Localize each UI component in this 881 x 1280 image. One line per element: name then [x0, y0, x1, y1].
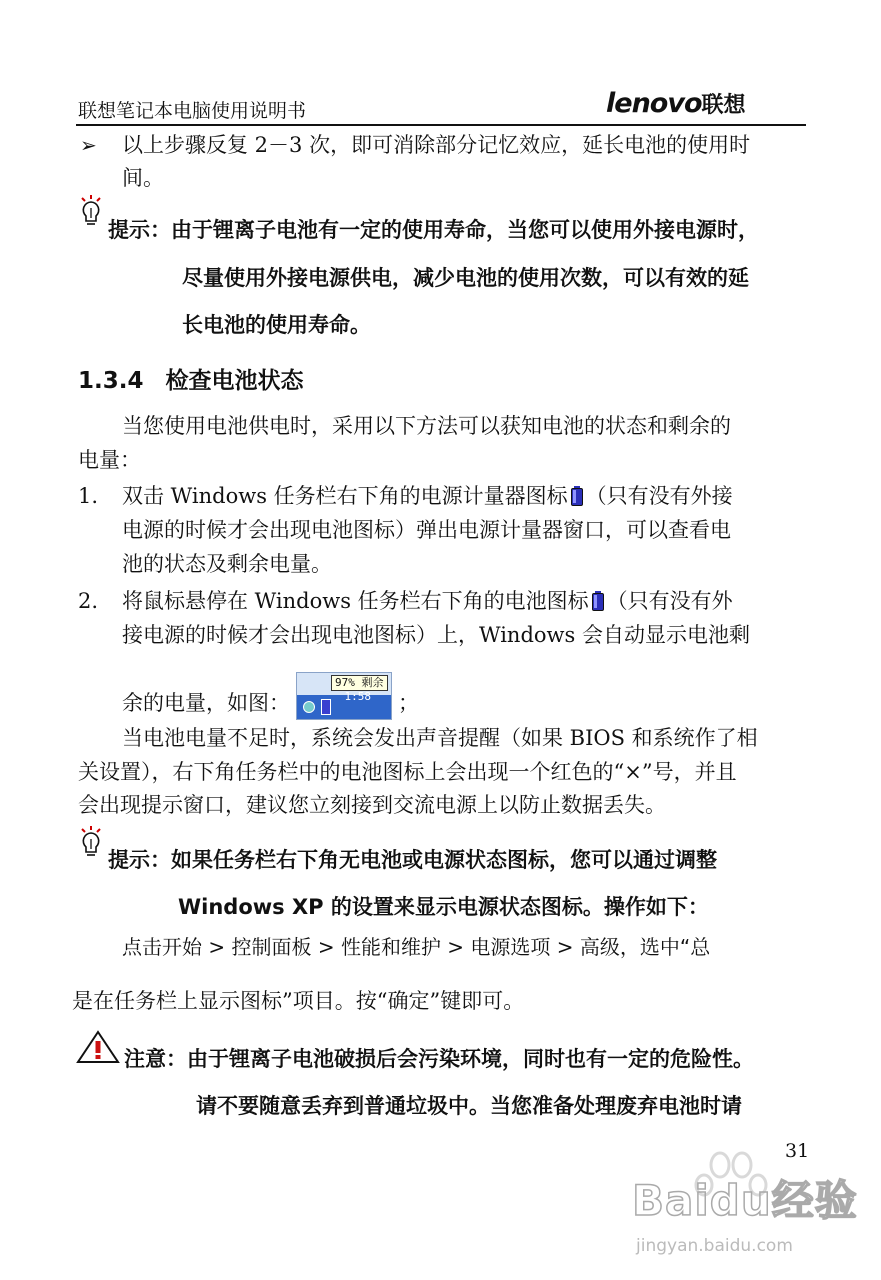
steps-line2: 是在任务栏上显示图标”项目。按“确定”键即可。 — [72, 989, 525, 1013]
tip2-line2: Windows XP 的设置来显示电源状态图标。操作如下： — [178, 895, 709, 919]
battery-icon — [592, 591, 604, 611]
arrow-bullet-icon: ➢ — [80, 133, 97, 157]
warning-line2: 请不要随意丢弃到普通垃圾中。当您准备处理废弃电池时请 — [196, 1094, 742, 1118]
steps-line1: 点击开始 > 控制面板 > 性能和维护 > 电源选项 > 高级，选中“总 — [122, 935, 711, 959]
battery-icon — [571, 486, 583, 506]
header-rule — [76, 124, 806, 126]
bullet1-line2: 间。 — [122, 166, 164, 190]
taskbar-tray-screenshot — [296, 672, 392, 720]
warning-line1: 注意：由于锂离子电池破损后会污染环境，同时也有一定的危险性。 — [124, 1047, 754, 1071]
intro-line2: 电量： — [78, 448, 141, 472]
bullet1-line1: 以上步骤反复 2－3 次，即可消除部分记忆效应，延长电池的使用时 — [122, 133, 751, 157]
watermark-url: jingyan.baidu.com — [636, 1236, 793, 1256]
item2-line3-text-a: 余的电量，如图： — [122, 691, 290, 715]
running-header-title: 联想笔记本电脑使用说明书 — [78, 100, 307, 122]
lowbat-line3: 会出现提示窗口，建议您立刻接到交流电源上以防止数据丢失。 — [78, 793, 666, 817]
item1-line1-text-a: 双击 Windows 任务栏右下角的电源计量器图标 — [122, 484, 568, 508]
tip1-line2: 尽量使用外接电源供电，减少电池的使用次数，可以有效的延 — [182, 266, 749, 290]
item2-line3-text-b: ； — [398, 691, 419, 715]
item2-line2: 接电源的时候才会出现电池图标）上，Windows 会自动显示电池剩 — [122, 623, 750, 647]
watermark-brand: Baidu经验 — [632, 1176, 858, 1225]
logo-text-cn: 联想 — [701, 93, 746, 118]
intro-line1: 当您使用电池供电时，采用以下方法可以获知电池的状态和剩余的 — [122, 414, 731, 438]
item2-line3 — [122, 672, 419, 720]
warning-triangle-icon — [76, 1030, 120, 1064]
item2-line1-text-a: 将鼠标悬停在 Windows 任务栏右下角的电池图标 — [122, 589, 589, 613]
item1-line1-text-b: （只有没有外接 — [585, 484, 733, 508]
item2-number: 2. — [78, 589, 99, 613]
tip1-line1: 提示：由于锂离子电池有一定的使用寿命，当您可以使用外接电源时， — [108, 218, 759, 242]
section-number: 1.3.4 — [78, 368, 144, 394]
battery-tooltip: 97% 剩余 — [331, 675, 388, 691]
tray-clock: 1:58 — [344, 690, 371, 703]
tip2-line1: 提示：如果任务栏右下角无电池或电源状态图标，您可以通过调整 — [108, 848, 717, 872]
lenovo-logo — [606, 88, 746, 119]
tray-network-icon — [303, 701, 315, 713]
item1-line1 — [122, 480, 733, 512]
lowbat-line1: 当电池电量不足时，系统会发出声音提醒（如果 BIOS 和系统作了相 — [122, 726, 758, 750]
item2-line1-text-b: （只有没有外 — [606, 589, 733, 613]
item1-number: 1. — [78, 484, 99, 508]
page-number: 31 — [785, 1140, 810, 1162]
item1-line2: 电源的时候才会出现电池图标）弹出电源计量器窗口，可以查看电 — [122, 518, 731, 542]
section-title: 检查电池状态 — [165, 368, 304, 394]
tip1-line3: 长电池的使用寿命。 — [182, 313, 371, 337]
item2-line1 — [122, 585, 733, 617]
item1-line3: 池的状态及剩余电量。 — [122, 552, 332, 576]
tray-battery-icon — [321, 699, 331, 715]
lightbulb-tip-icon — [78, 825, 104, 859]
lowbat-line2: 关设置），右下角任务栏中的电池图标上会出现一个红色的“×”号，并且 — [78, 760, 737, 784]
lightbulb-tip-icon — [78, 194, 104, 228]
section-heading — [78, 362, 304, 395]
logo-text-en: lenovo — [606, 88, 702, 119]
